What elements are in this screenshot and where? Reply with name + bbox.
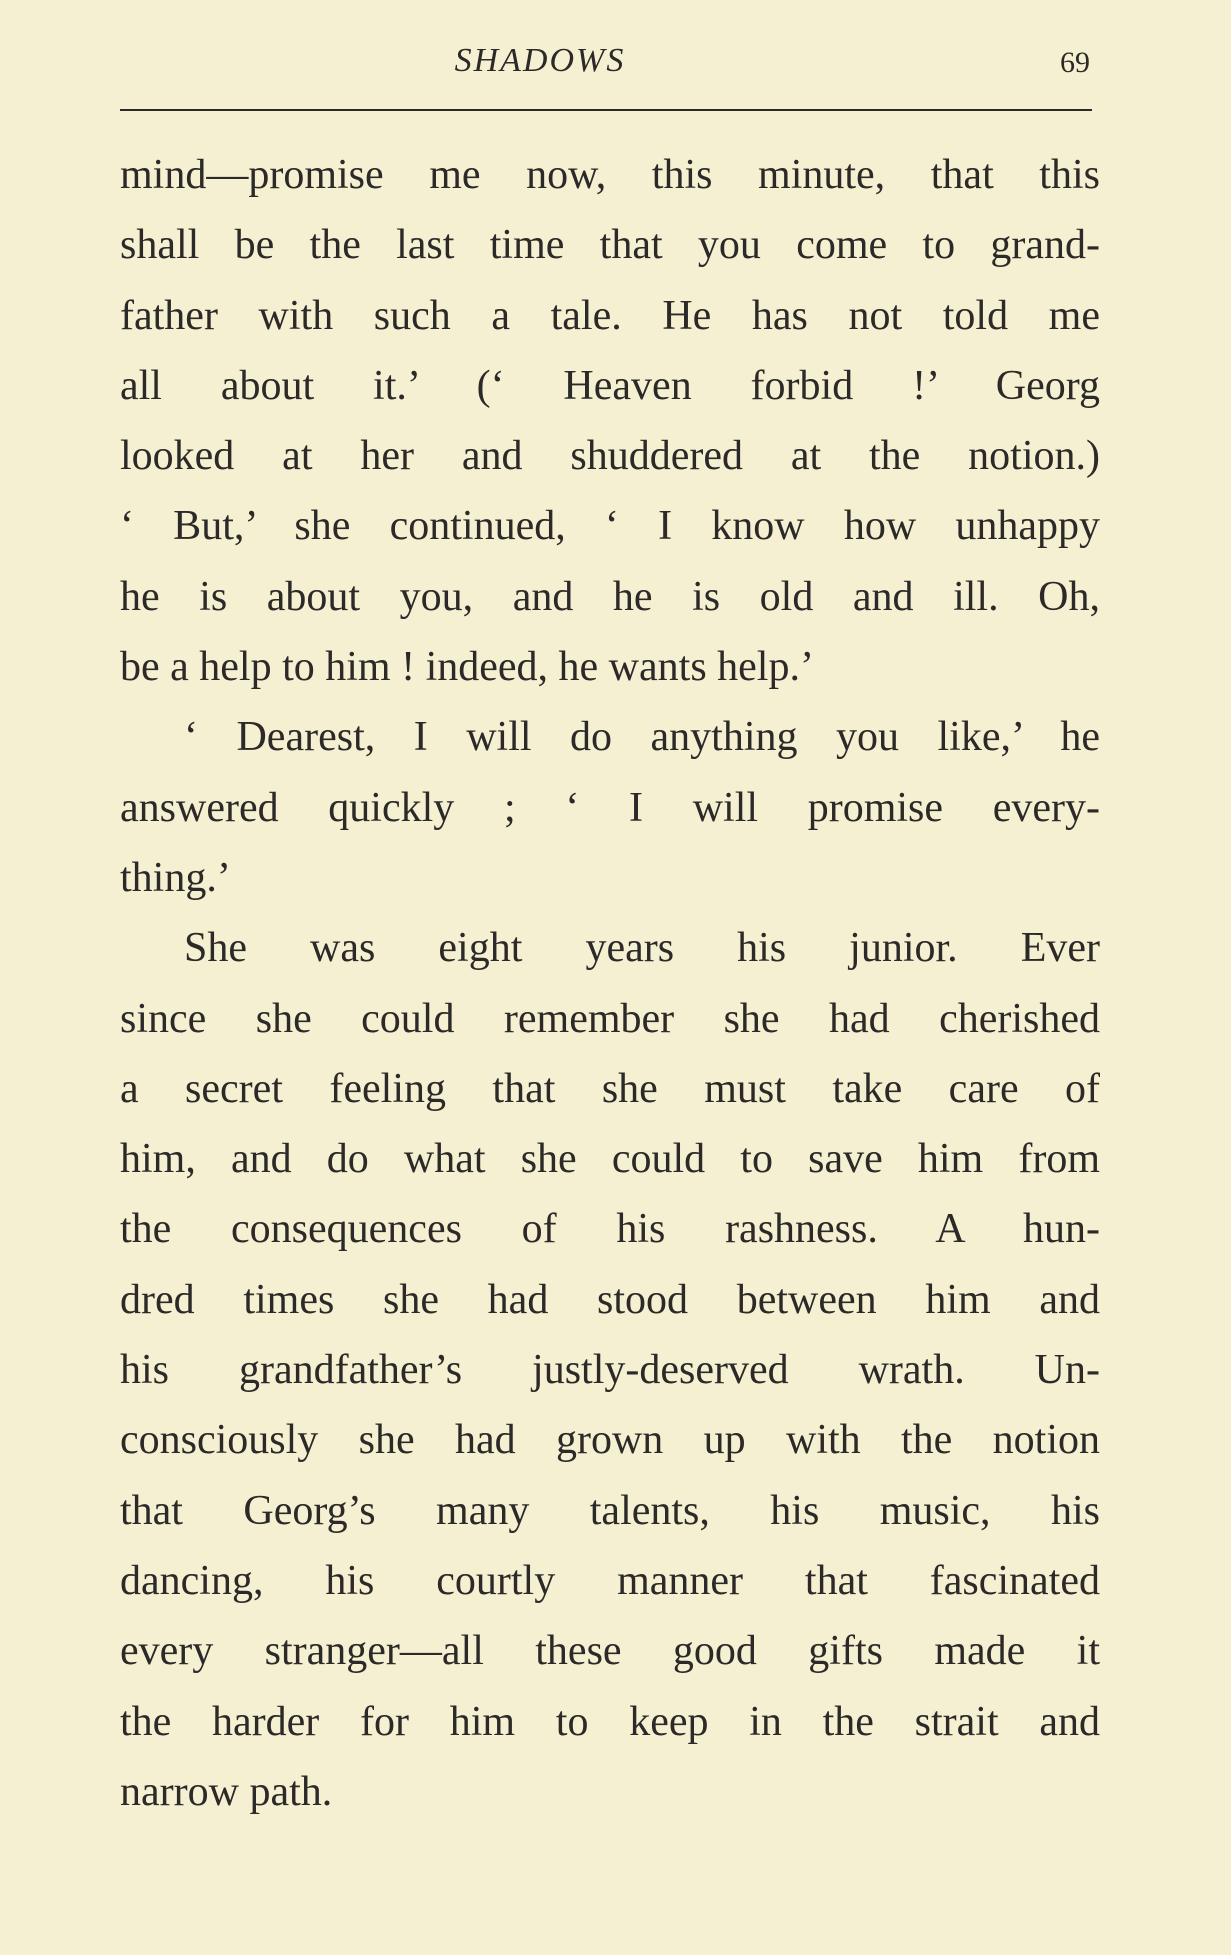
text-line: shall be the last time that you come to grand- (120, 222, 1100, 269)
text-line: narrow path. (120, 1768, 333, 1815)
page-number: 69 (1060, 46, 1090, 79)
text-line: dred times she had stood between him and (120, 1276, 1100, 1323)
text-line: him, and do what she could to save him from (120, 1136, 1100, 1183)
text-line: ‘ Dearest, I will do anything you like,’ he (184, 714, 1100, 761)
text-line: the consequences of his rashness. A hun- (120, 1206, 1100, 1253)
running-title: SHADOWS (454, 42, 626, 79)
text-line: his grandfather’s justly-deserved wrath. Un- (120, 1347, 1100, 1394)
text-line: father with such a tale. He has not told me (120, 292, 1100, 339)
text-line: since she could remember she had cherished (120, 995, 1100, 1042)
text-line: answered quickly ; ‘ I will promise every- (120, 784, 1100, 831)
text-line: all about it.’ (‘ Heaven forbid !’ Georg (120, 362, 1100, 409)
text-line: She was eight years his junior. Ever (184, 925, 1100, 972)
text-line: the harder for him to keep in the strait and (120, 1698, 1100, 1745)
text-line: looked at her and shuddered at the notion.) (120, 433, 1100, 480)
body-text (120, 140, 1100, 1827)
text-line: dancing, his courtly manner that fascinated (120, 1557, 1100, 1604)
text-line: consciously she had grown up with the notion (120, 1417, 1100, 1464)
text-line: ‘ But,’ she continued, ‘ I know how unhappy (120, 503, 1100, 550)
header-rule (120, 109, 1092, 111)
text-line: a secret feeling that she must take care of (120, 1065, 1100, 1112)
text-line: be a help to him ! indeed, he wants help.’ (120, 644, 814, 691)
text-line: mind—promise me now, this minute, that this (120, 152, 1100, 198)
text-line: thing.’ (120, 854, 231, 901)
text-line: that Georg’s many talents, his music, his (120, 1487, 1100, 1534)
text-line: he is about you, and he is old and ill. Oh, (120, 573, 1100, 620)
running-head (120, 36, 1090, 92)
text-line: every stranger—all these good gifts made it (120, 1628, 1100, 1675)
